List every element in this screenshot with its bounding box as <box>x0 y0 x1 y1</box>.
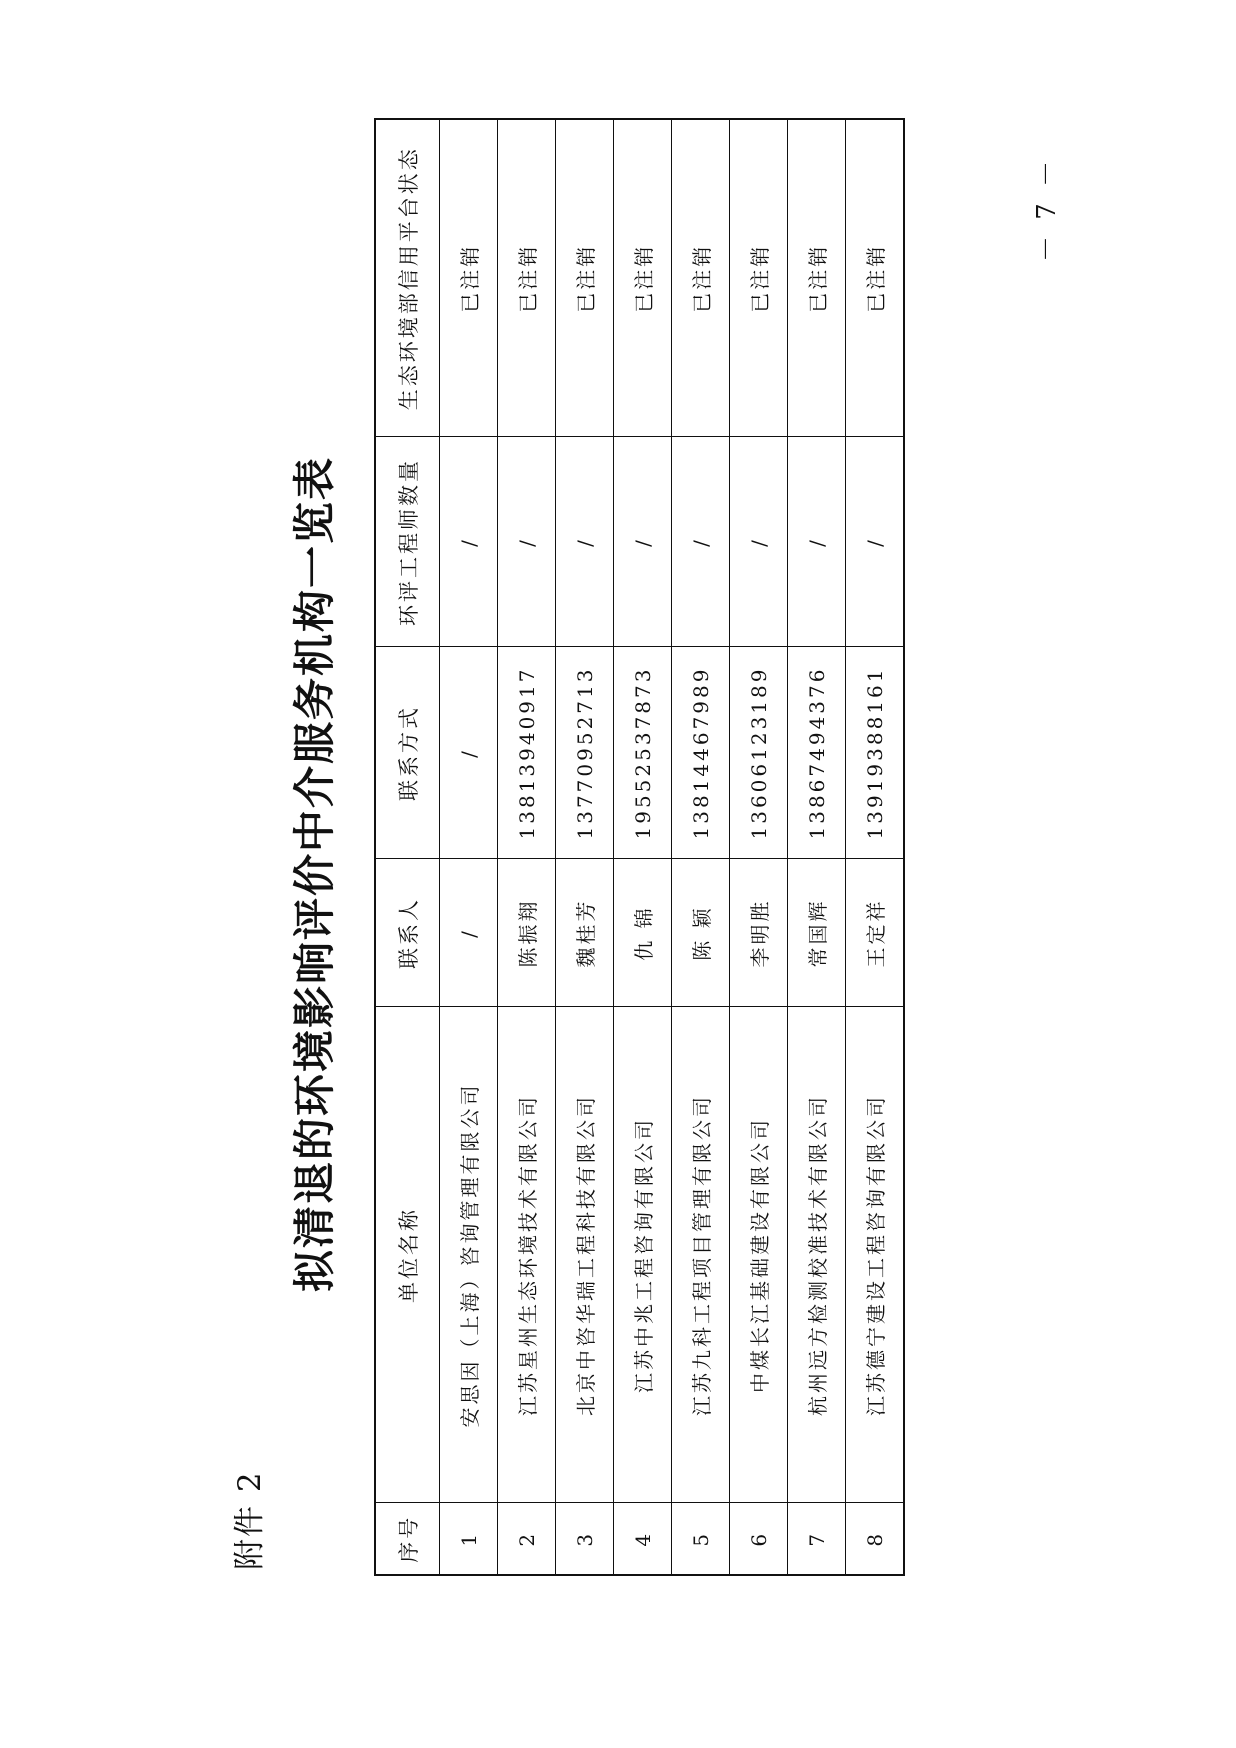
table-row <box>672 119 730 1575</box>
header-contact-person: 联系人 <box>375 859 440 1007</box>
cell-engineer-count: / <box>556 437 614 647</box>
cell-platform-status: 已注销 <box>846 119 905 437</box>
table-row <box>614 119 672 1575</box>
header-engineer-count: 环评工程师数量 <box>375 437 440 647</box>
cell-platform-status: 已注销 <box>498 119 556 437</box>
cell-index: 2 <box>498 1503 556 1575</box>
cell-platform-status: 已注销 <box>556 119 614 437</box>
cell-engineer-count: / <box>440 437 498 647</box>
cell-engineer-count: / <box>614 437 672 647</box>
cell-contact-person: 王定祥 <box>846 859 905 1007</box>
cell-contact-phone: 13867494376 <box>788 647 846 859</box>
cell-company-name: 江苏九科工程项目管理有限公司 <box>672 1007 730 1503</box>
cell-platform-status: 已注销 <box>614 119 672 437</box>
cell-contact-person: 魏桂芳 <box>556 859 614 1007</box>
cell-index: 1 <box>440 1503 498 1575</box>
cell-contact-phone: 13770952713 <box>556 647 614 859</box>
cell-company-name: 北京中咨华瑞工程科技有限公司 <box>556 1007 614 1503</box>
cell-contact-person: / <box>440 859 498 1007</box>
cell-platform-status: 已注销 <box>440 119 498 437</box>
table-header-row <box>375 119 440 1575</box>
cell-contact-person: 仇 锦 <box>614 859 672 1007</box>
header-company-name: 单位名称 <box>375 1007 440 1503</box>
header-contact-phone: 联系方式 <box>375 647 440 859</box>
page-number: － 7 － <box>1032 156 1062 262</box>
cell-company-name: 江苏德宁建设工程咨询有限公司 <box>846 1007 905 1503</box>
cell-company-name: 杭州远方检测校准技术有限公司 <box>788 1007 846 1503</box>
cell-contact-person: 陈振翔 <box>498 859 556 1007</box>
cell-platform-status: 已注销 <box>788 119 846 437</box>
cell-company-name: 安思因（上海）咨询管理有限公司 <box>440 1007 498 1503</box>
table-row <box>846 119 905 1575</box>
cell-index: 3 <box>556 1503 614 1575</box>
cell-index: 8 <box>846 1503 905 1575</box>
cell-contact-phone: 13606123189 <box>730 647 788 859</box>
cell-company-name: 中煤长江基础建设有限公司 <box>730 1007 788 1503</box>
cell-contact-phone: 13814467989 <box>672 647 730 859</box>
cell-engineer-count: / <box>788 437 846 647</box>
cell-engineer-count: / <box>730 437 788 647</box>
header-index: 序号 <box>375 1503 440 1575</box>
cell-index: 5 <box>672 1503 730 1575</box>
table-row <box>788 119 846 1575</box>
cell-contact-phone: 13813940917 <box>498 647 556 859</box>
table-row <box>730 119 788 1575</box>
cell-company-name: 江苏中兆工程咨询有限公司 <box>614 1007 672 1503</box>
cell-company-name: 江苏星州生态环境技术有限公司 <box>498 1007 556 1503</box>
page-title: 拟清退的环境影响评价中介服务机构一览表 <box>290 456 339 1293</box>
institutions-table <box>374 118 905 1576</box>
cell-index: 4 <box>614 1503 672 1575</box>
cell-contact-person: 陈 颖 <box>672 859 730 1007</box>
cell-index: 6 <box>730 1503 788 1575</box>
cell-contact-person: 常国辉 <box>788 859 846 1007</box>
cell-contact-person: 李明胜 <box>730 859 788 1007</box>
cell-engineer-count: / <box>498 437 556 647</box>
cell-contact-phone: 13919388161 <box>846 647 905 859</box>
cell-platform-status: 已注销 <box>672 119 730 437</box>
cell-contact-phone: 19552537873 <box>614 647 672 859</box>
attachment-label: 附件 2 <box>232 1470 268 1570</box>
cell-platform-status: 已注销 <box>730 119 788 437</box>
header-platform-status: 生态环境部信用平台状态 <box>375 119 440 437</box>
cell-engineer-count: / <box>846 437 905 647</box>
cell-engineer-count: / <box>672 437 730 647</box>
cell-contact-phone: / <box>440 647 498 859</box>
cell-index: 7 <box>788 1503 846 1575</box>
table-row <box>440 119 498 1575</box>
table-row <box>556 119 614 1575</box>
table-row <box>498 119 556 1575</box>
